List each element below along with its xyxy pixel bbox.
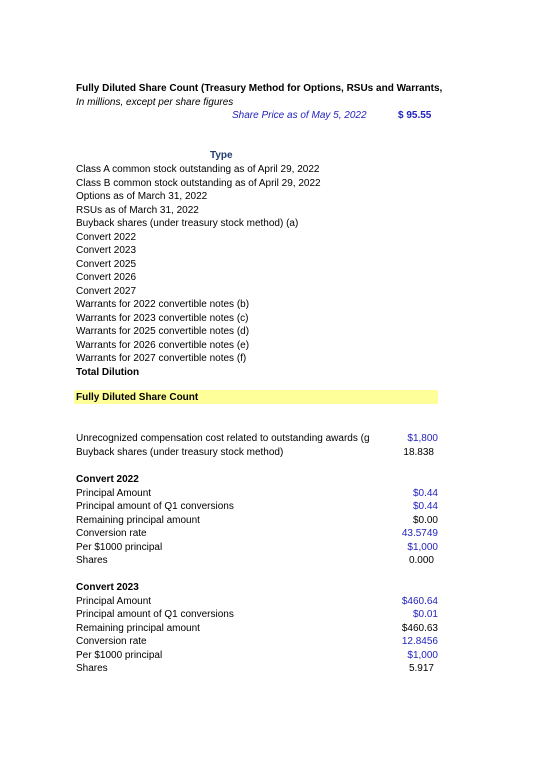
row-value: 18.838 bbox=[403, 447, 434, 458]
row-value: $1,800 bbox=[407, 433, 438, 444]
type-row: Convert 2026 bbox=[76, 272, 137, 283]
type-row: Buyback shares (under treasury stock method) (a) bbox=[76, 218, 299, 229]
row-value: $0.01 bbox=[412, 609, 438, 620]
convert-2023-row bbox=[76, 635, 438, 648]
row-value: $1,000 bbox=[407, 650, 438, 661]
type-row: Convert 2027 bbox=[76, 286, 137, 297]
type-column-header: Type bbox=[210, 150, 233, 161]
share-price-value: $ 95.55 bbox=[398, 110, 432, 121]
row-label: Per $1000 principal bbox=[76, 542, 163, 553]
row-label: Conversion rate bbox=[76, 636, 147, 647]
convert-2023-row bbox=[76, 649, 438, 662]
row-value: 5.917 bbox=[408, 663, 434, 674]
type-row: Warrants for 2023 convertible notes (c) bbox=[76, 313, 249, 324]
convert-2022-title: Convert 2022 bbox=[76, 474, 139, 485]
row-value: 43.5749 bbox=[401, 528, 438, 539]
row-label: Principal amount of Q1 conversions bbox=[76, 501, 234, 512]
row-value: $1,000 bbox=[407, 542, 438, 553]
row-label: Shares bbox=[76, 555, 108, 566]
row-label: Remaining principal amount bbox=[76, 623, 200, 634]
fully-diluted-label: Fully Diluted Share Count bbox=[76, 392, 199, 403]
row-value: $460.63 bbox=[401, 623, 438, 634]
row-value: $0.44 bbox=[412, 501, 438, 512]
type-row: Convert 2023 bbox=[76, 245, 137, 256]
type-row: Warrants for 2022 convertible notes (b) bbox=[76, 299, 250, 310]
type-row: Warrants for 2026 convertible notes (e) bbox=[76, 340, 250, 351]
row-value: 12.8456 bbox=[401, 636, 438, 647]
row-label: Buyback shares (under treasury stock method) bbox=[76, 447, 284, 458]
page-subtitle: In millions, except per share figures bbox=[76, 97, 234, 108]
row-label: Principal Amount bbox=[76, 488, 152, 499]
row-label: Conversion rate bbox=[76, 528, 147, 539]
row-label: Shares bbox=[76, 663, 108, 674]
row-value: $0.44 bbox=[412, 488, 438, 499]
convert-2022-row bbox=[76, 541, 438, 554]
convert-2022-row bbox=[76, 487, 438, 500]
page-title: Fully Diluted Share Count (Treasury Method for Options, RSUs and Warrants, bbox=[76, 83, 443, 94]
type-row: Warrants for 2025 convertible notes (d) bbox=[76, 326, 250, 337]
convert-2022-row bbox=[76, 554, 438, 567]
row-label: Principal Amount bbox=[76, 596, 152, 607]
convert-2023-row bbox=[76, 662, 438, 675]
share-price-label: Share Price as of May 5, 2022 bbox=[232, 110, 367, 121]
type-row: Class B common stock outstanding as of April 29, 2022 bbox=[76, 178, 321, 189]
row-label: Per $1000 principal bbox=[76, 650, 163, 661]
type-row: Convert 2025 bbox=[76, 259, 137, 270]
convert-2022-row bbox=[76, 500, 438, 513]
row-label: Unrecognized compensation cost related to outstanding awards (g bbox=[76, 433, 370, 444]
type-row: Class A common stock outstanding as of April 29, 2022 bbox=[76, 164, 320, 175]
convert-2022-row bbox=[76, 514, 438, 527]
type-row: Options as of March 31, 2022 bbox=[76, 191, 208, 202]
convert-2023-row bbox=[76, 622, 438, 635]
buyback-shares-row bbox=[76, 446, 438, 459]
convert-2022-row bbox=[76, 527, 438, 540]
convert-2023-title: Convert 2023 bbox=[76, 582, 139, 593]
total-dilution-label: Total Dilution bbox=[76, 367, 140, 378]
row-value: $0.00 bbox=[412, 515, 438, 526]
row-label: Principal amount of Q1 conversions bbox=[76, 609, 234, 620]
row-value: 0.000 bbox=[408, 555, 434, 566]
convert-2023-row bbox=[76, 608, 438, 621]
unrecognized-compensation-row bbox=[76, 432, 438, 445]
row-value: $460.64 bbox=[401, 596, 438, 607]
row-label: Remaining principal amount bbox=[76, 515, 200, 526]
type-row: RSUs as of March 31, 2022 bbox=[76, 205, 199, 216]
type-row: Convert 2022 bbox=[76, 232, 137, 243]
convert-2023-row bbox=[76, 595, 438, 608]
type-row: Warrants for 2027 convertible notes (f) bbox=[76, 353, 247, 364]
